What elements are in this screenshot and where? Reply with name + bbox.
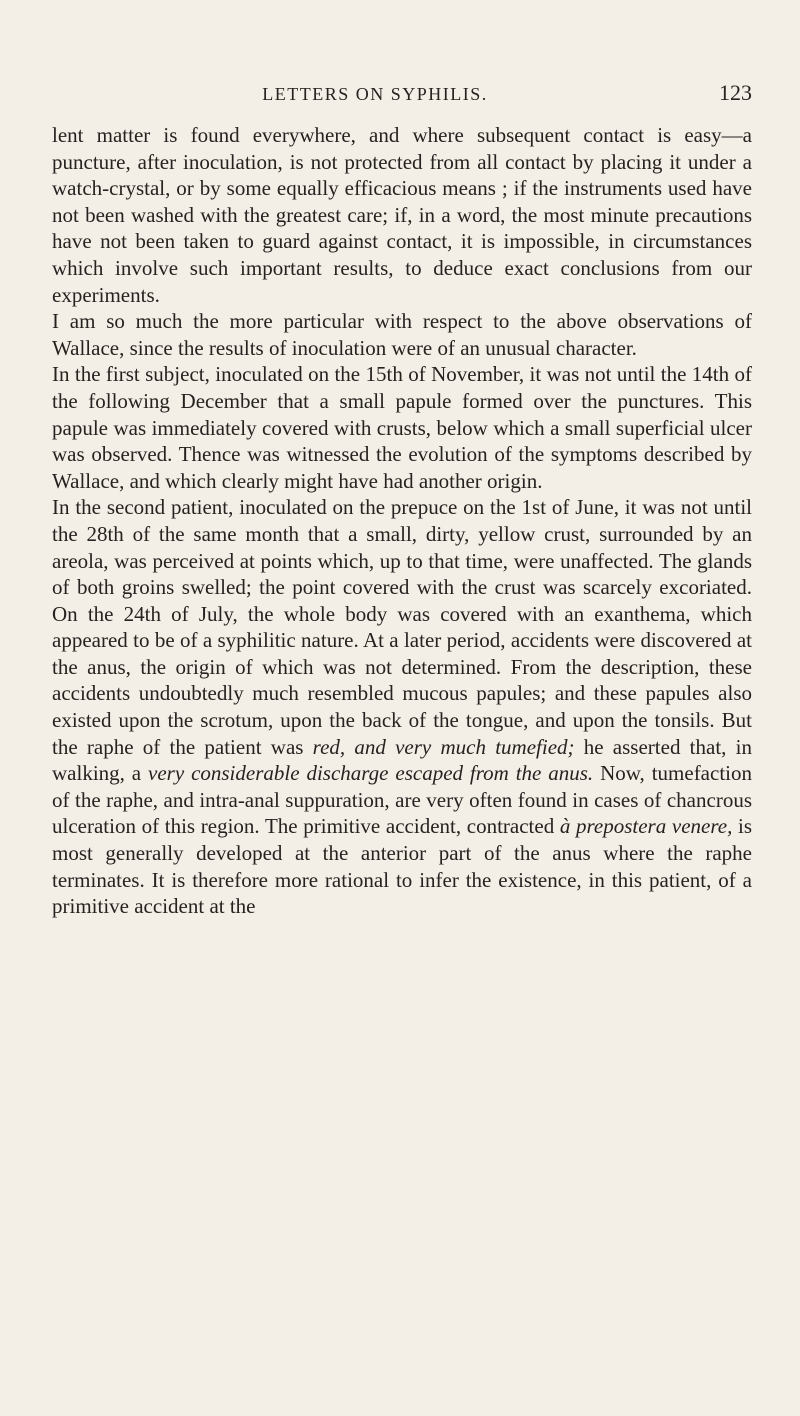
running-head [52, 0, 752, 110]
body-text [52, 122, 752, 920]
paragraph-first-subject: In the first subject, inoculated on the 15th of November, it was not until the 14th of the following December that a small papule formed over the punctures. This papule was immediately covered with crusts, below which a small superficial ulcer was observed. Thence was witnessed the evolution of the symptoms described by Wallace, and which clearly might have had another origin. [52, 362, 752, 493]
italic-phrase: red, and very much tumefied; [312, 734, 575, 759]
italic-phrase: very considerable discharge escaped from the anus. [148, 761, 594, 786]
italic-phrase: à prepostera venere, [559, 814, 733, 839]
text-run: is most generally developed at the anterior part of the anus where the raphe terminates. It is therefore more rational to infer the existence, in this patient, of a primitive accident at the [52, 814, 752, 919]
text-run: he asserted that, in walking, a [52, 734, 752, 786]
book-page [52, 0, 752, 1416]
page-number: 123 [719, 80, 752, 105]
text-run: In the second patient, inoculated on the prepuce on the 1st of June, it was not until the 28th of the same month that a small, dirty, yellow crust, surrounded by an areola, was perceived at points which, up to that time, were unaffected. The glands of both groins swelled; the point covered with the crust was scarcely excoriated. On the 24th of July, the whole body was covered with an exanthema, which appeared to be of a syphilitic nature. At a later period, accidents were discovered at the anus, the origin of which was not determined. From the description, these accidents undoubtedly much resembled mucous papules; and these papules also existed upon the scrotum, upon the back of the tongue, and upon the tonsils. But the raphe of the patient was [52, 495, 752, 759]
paragraph-second-patient [52, 494, 752, 920]
paragraph-continued: lent matter is found everywhere, and where subsequent contact is easy—a puncture, after inoculation, is not protected from all contact by placing it under a watch-crystal, or by some equally efficacious means ; if the instruments used have not been washed with the greatest care; if, in a word, the most minute precautions have not been taken to guard against contact, it is impossible, in circumstances which involve such important results, to deduce exact conclusions from our experiments. [52, 123, 752, 307]
text-run: Now, tumefaction of the raphe, and intra-anal suppuration, are very often found in cases of chancrous ulceration of this region. The primitive accident, contracted [52, 761, 752, 839]
paragraph-wallace-observations: I am so much the more particular with respect to the above observations of Wallace, since the results of inoculation were of an unusual character. [52, 309, 752, 360]
running-title: LETTERS ON SYPHILIS. [262, 84, 488, 104]
